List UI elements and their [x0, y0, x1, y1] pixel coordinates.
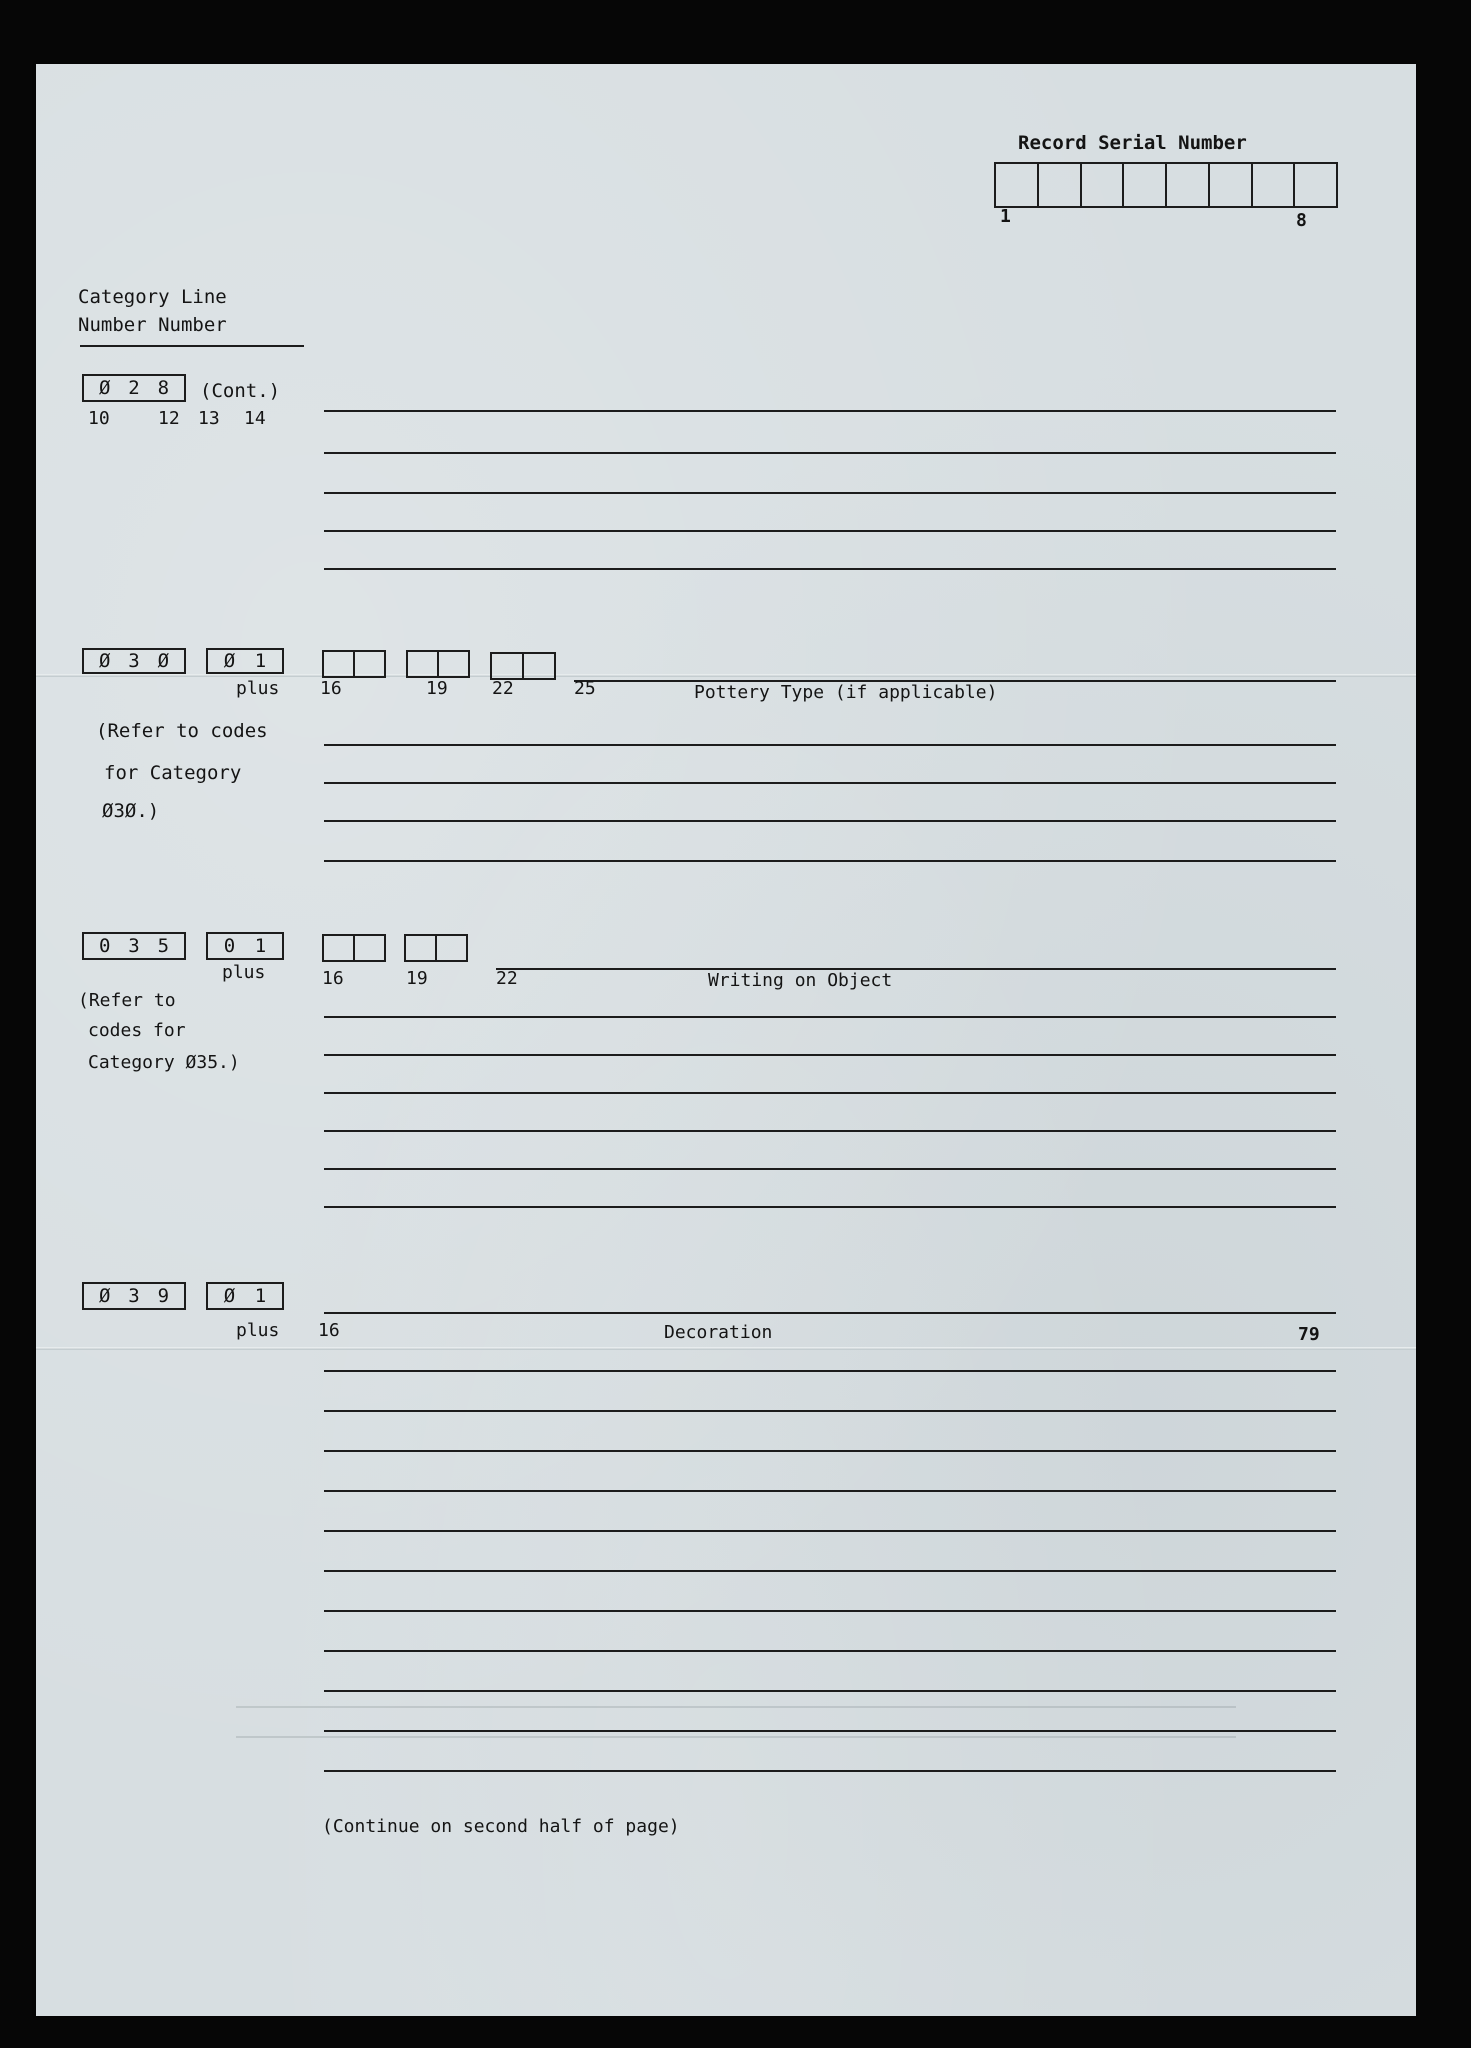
- write-line[interactable]: [324, 530, 1336, 532]
- writing-on-object-label: Writing on Object: [708, 970, 893, 991]
- col-number-14: 14: [244, 408, 266, 429]
- col-number-79: 79: [1298, 1324, 1320, 1345]
- write-line[interactable]: [324, 860, 1336, 862]
- code-box-22[interactable]: [490, 652, 556, 680]
- write-line[interactable]: [324, 1206, 1336, 1208]
- write-line[interactable]: [324, 744, 1336, 746]
- col-number-16: 16: [320, 678, 342, 699]
- write-line[interactable]: [324, 1770, 1336, 1772]
- code-box-19[interactable]: [406, 650, 470, 678]
- refer-note-035-1: (Refer to: [78, 990, 176, 1011]
- write-line[interactable]: [324, 492, 1336, 494]
- write-line[interactable]: [324, 820, 1336, 822]
- col-number-10: 10: [88, 408, 110, 429]
- code-box-16[interactable]: [322, 934, 386, 962]
- plus-label-035: plus: [222, 962, 266, 983]
- record-serial-end-col: 8: [1296, 210, 1307, 231]
- write-line[interactable]: [324, 1490, 1336, 1492]
- write-line[interactable]: [324, 1610, 1336, 1612]
- write-line[interactable]: [324, 1690, 1336, 1692]
- refer-note-035-2: codes for: [88, 1020, 186, 1041]
- category-box-035: 0 3 5: [82, 932, 186, 960]
- col-number-19: 19: [426, 678, 448, 699]
- col-number-19: 19: [406, 968, 428, 989]
- show-through-mark: [236, 1706, 1236, 1708]
- line-box-035: 0 1: [206, 932, 284, 960]
- category-box-039: Ø 3 9: [82, 1282, 186, 1310]
- refer-note-030-1: (Refer to codes: [96, 720, 268, 742]
- col-number-16: 16: [322, 968, 344, 989]
- record-serial-boxes[interactable]: [994, 162, 1338, 208]
- write-line[interactable]: [324, 1370, 1336, 1372]
- write-line[interactable]: [324, 1016, 1336, 1018]
- line-box-030: Ø 1: [206, 648, 284, 674]
- write-line[interactable]: [324, 452, 1336, 454]
- code-box-19[interactable]: [404, 934, 468, 962]
- record-serial-start-col: 1: [1000, 206, 1011, 227]
- continue-note: (Continue on second half of page): [322, 1816, 680, 1837]
- pottery-type-label: Pottery Type (if applicable): [694, 682, 998, 703]
- refer-note-035-3: Category Ø35.): [88, 1052, 240, 1073]
- write-line[interactable]: [324, 1650, 1336, 1652]
- write-line[interactable]: [324, 1570, 1336, 1572]
- fold-crease-upper: [36, 674, 1416, 677]
- cont-label: (Cont.): [200, 380, 281, 402]
- line-box-039: Ø 1: [206, 1282, 284, 1310]
- col-number-22: 22: [496, 968, 518, 989]
- decoration-label: Decoration: [664, 1322, 773, 1343]
- write-line[interactable]: [324, 1530, 1336, 1532]
- refer-note-030-2: for Category: [104, 762, 242, 784]
- show-through-mark: [236, 1736, 1236, 1738]
- category-box-028: Ø 2 8: [82, 374, 186, 402]
- write-line[interactable]: [324, 782, 1336, 784]
- header-col-label-1: Category Line: [78, 286, 227, 308]
- write-line[interactable]: [324, 1130, 1336, 1132]
- col-number-12: 12: [158, 408, 180, 429]
- write-line[interactable]: [324, 1092, 1336, 1094]
- form-page: [36, 64, 1416, 2016]
- fold-crease-lower: [36, 1347, 1416, 1350]
- record-serial-label: Record Serial Number: [1018, 132, 1247, 154]
- write-line[interactable]: [324, 1730, 1336, 1732]
- plus-label-030: plus: [236, 678, 280, 699]
- write-line[interactable]: [324, 568, 1336, 570]
- plus-label-039: plus: [236, 1320, 280, 1341]
- code-box-16[interactable]: [322, 650, 386, 678]
- write-line[interactable]: [324, 1450, 1336, 1452]
- header-underline: [80, 345, 304, 347]
- write-line[interactable]: [324, 1410, 1336, 1412]
- header-col-label-2: Number Number: [78, 314, 227, 336]
- write-line[interactable]: [324, 1168, 1336, 1170]
- decoration-line[interactable]: [324, 1312, 1336, 1314]
- col-number-16: 16: [318, 1320, 340, 1341]
- write-line[interactable]: [324, 1054, 1336, 1056]
- col-number-13: 13: [198, 408, 220, 429]
- refer-note-030-3: Ø3Ø.): [102, 800, 160, 822]
- category-box-030: Ø 3 Ø: [82, 648, 186, 674]
- col-number-25: 25: [574, 678, 596, 699]
- writing-on-object-line[interactable]: [496, 968, 1336, 970]
- col-number-22: 22: [492, 678, 514, 699]
- write-line[interactable]: [324, 410, 1336, 412]
